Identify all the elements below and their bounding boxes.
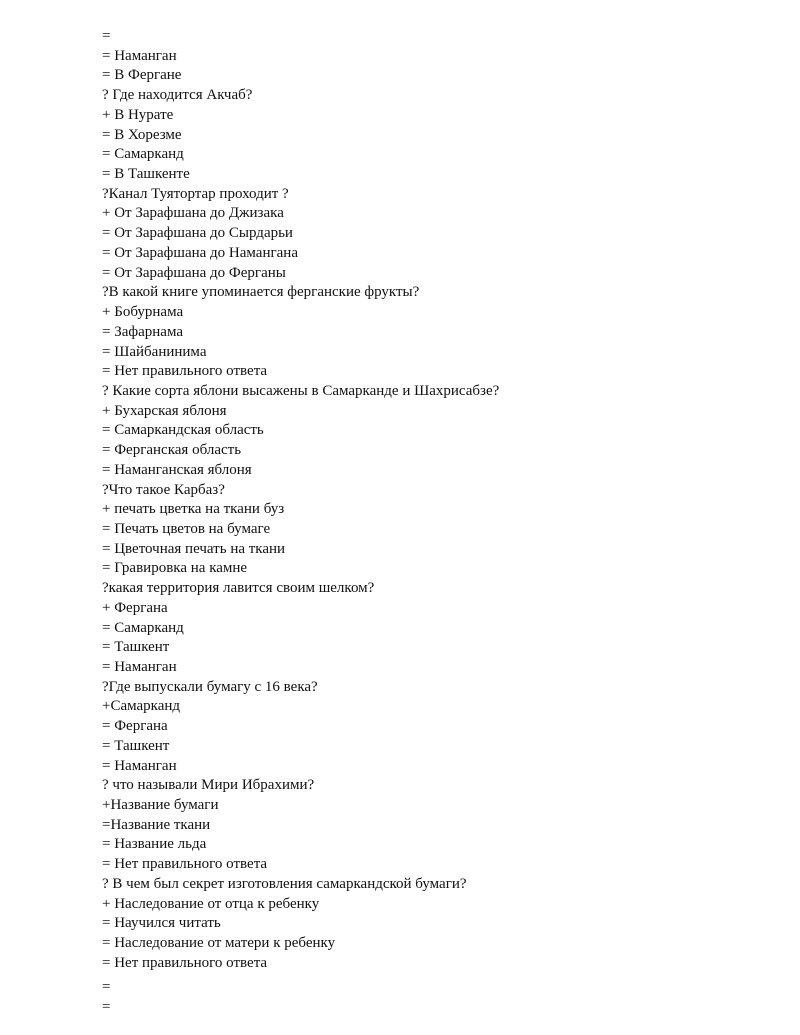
text-line-15: = Зафарнама <box>102 323 183 340</box>
text-line-10: = От Зарафшана до Сырдарьи <box>102 225 293 242</box>
text-line-16: = Шайбанинима <box>102 343 207 360</box>
text-line-30: = Самарканд <box>102 619 184 636</box>
text-line-42: = Нет правильного ответа <box>102 856 268 873</box>
trailing-line-0: = <box>102 979 111 995</box>
text-line-27: = Гравировка на камне <box>102 560 248 577</box>
text-line-8: ?Канал Туятортар проходит ? <box>102 185 289 202</box>
text-line-5: = В Хорезме <box>102 126 182 143</box>
text-line-29: + Фергана <box>102 599 168 616</box>
text-line-37: = Наманган <box>102 757 177 774</box>
text-line-28: ?какая территория лавится своим шелком? <box>102 580 375 597</box>
text-line-6: = Самарканд <box>102 146 184 163</box>
text-line-40: =Название ткани <box>102 816 211 833</box>
text-line-21: = Ферганская область <box>102 442 242 459</box>
trailing-lines <box>102 977 110 1017</box>
text-line-32: = Наманган <box>102 659 177 675</box>
text-line-26: = Цветочная печать на ткани <box>102 540 286 557</box>
text-line-24: + печать цветка на ткани буз <box>102 501 285 518</box>
text-line-47: = Нет правильного ответа <box>102 954 268 971</box>
text-line-18: ? Какие сорта яблони высажены в Самарканде и Шахрисабзе? <box>102 382 500 399</box>
quiz-text-lines <box>102 27 499 974</box>
text-line-11: = От Зарафшана до Намангана <box>102 244 298 261</box>
text-line-2: = В Фергане <box>102 67 182 84</box>
text-line-13: ?В какой книге упоминается ферганские фрукты? <box>102 284 420 301</box>
text-line-0: = <box>102 28 111 44</box>
text-line-23: ?Что такое Карбаз? <box>102 481 225 498</box>
text-line-46: = Наследование от матери к ребенку <box>102 935 336 952</box>
text-line-12: = От Зарафшана до Ферганы <box>102 264 286 281</box>
text-line-3: ? Где находится Акчаб? <box>102 87 253 104</box>
text-line-35: = Фергана <box>102 718 168 735</box>
text-line-45: = Научился читать <box>102 915 221 932</box>
text-line-33: ?Где выпускали бумагу с 16 века? <box>102 678 318 695</box>
text-line-38: ? что называли Мири Ибрахими? <box>102 777 315 794</box>
text-line-20: = Самаркандская область <box>102 422 264 439</box>
text-line-34: +Самарканд <box>102 698 181 715</box>
text-line-4: + В Нурате <box>102 106 174 123</box>
text-line-22: = Наманганская яблоня <box>102 461 252 478</box>
text-line-9: + От Зарафшана до Джизака <box>102 205 284 222</box>
text-line-17: = Нет правильного ответа <box>102 363 268 380</box>
text-line-19: + Бухарская яблоня <box>102 402 227 419</box>
text-line-44: + Наследование от отца к ребенку <box>102 895 320 912</box>
text-line-1: = Наманган <box>102 47 177 64</box>
text-line-36: = Ташкент <box>102 737 170 754</box>
text-line-41: = Название льда <box>102 836 207 853</box>
text-line-31: = Ташкент <box>102 639 170 656</box>
trailing-line-1: = <box>102 999 111 1015</box>
text-line-39: +Название бумаги <box>102 797 219 814</box>
text-line-14: + Бобурнама <box>102 304 184 321</box>
text-line-7: = В Ташкенте <box>102 166 190 183</box>
text-line-43: ? В чем был секрет изготовления самаркандской бумаги? <box>102 875 467 892</box>
text-line-25: = Печать цветов на бумаге <box>102 520 271 537</box>
